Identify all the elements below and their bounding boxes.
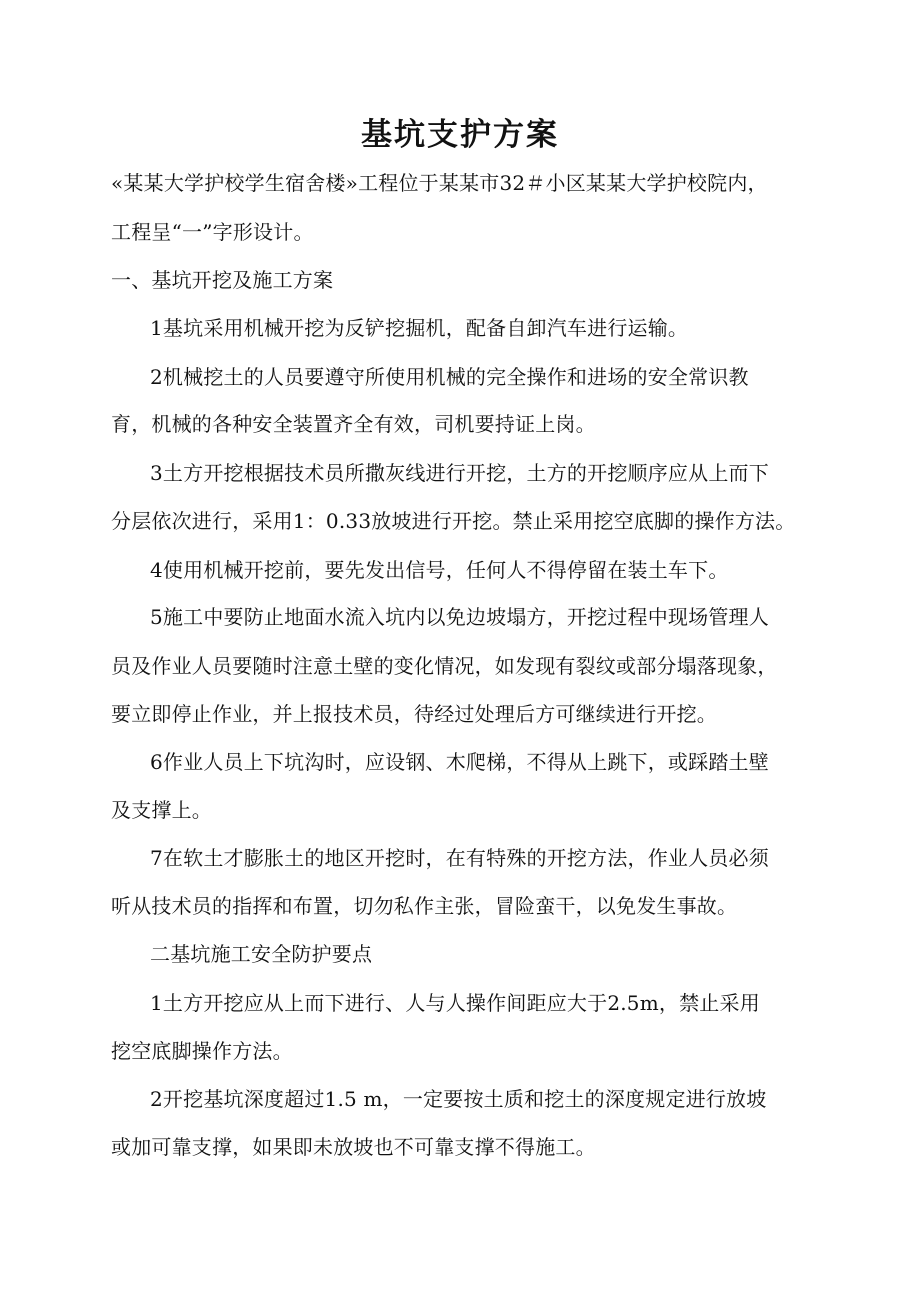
paragraph-5-line-2: 员及作业人员要随时注意土壁的变化情况，如发现有裂纹或部分塌落现象，	[111, 654, 778, 678]
paragraph-8-line-2: 挖空底脚操作方法。	[111, 1039, 293, 1063]
document-title: 基坑支护方案	[361, 117, 559, 153]
paragraph-3-line-2: 分层依次进行，采用1：0.33放坡进行开挖。禁止采用挖空底脚的操作方法。	[111, 509, 796, 533]
intro-line-1: «某某大学护校学生宿舍楼»工程位于某某市32＃小区某某大学护校院内，	[111, 171, 768, 195]
paragraph-9-line-1: 2开挖基坑深度超过1.5 m，一定要按土质和挖土的深度规定进行放坡	[150, 1087, 767, 1111]
paragraph-4-line-1: 4使用机械开挖前，要先发出信号，任何人不得停留在装土车下。	[150, 558, 729, 582]
paragraph-3-line-1: 3土方开挖根据技术员所撒灰线进行开挖，土方的开挖顺序应从上而下	[150, 461, 769, 485]
paragraph-1-line-1: 1基坑采用机械开挖为反铲挖掘机，配备自卸汽车进行运输。	[150, 316, 689, 340]
section-heading-1: 一、基坑开挖及施工方案	[111, 268, 334, 292]
paragraph-9-line-2: 或加可靠支撑，如果即未放坡也不可靠支撑不得施工。	[111, 1135, 596, 1159]
paragraph-2-line-1: 2机械挖土的人员要遵守所使用机械的完全操作和进场的安全常识教	[150, 365, 749, 389]
section-heading-2: 二基坑施工安全防护要点	[150, 942, 373, 966]
intro-line-2: 工程呈“一”字形设计。	[111, 220, 314, 244]
paragraph-6-line-1: 6作业人员上下坑沟时，应设钢、木爬梯，不得从上跳下，或踩踏土壁	[150, 750, 769, 774]
paragraph-5-line-3: 要立即停止作业，并上报技术员，待经过处理后方可继续进行开挖。	[111, 702, 717, 726]
paragraph-8-line-1: 1土方开挖应从上而下进行、人与人操作间距应大于2.5m，禁止采用	[150, 991, 760, 1015]
paragraph-2-line-2: 育，机械的各种安全装置齐全有效，司机要持证上岗。	[111, 412, 596, 436]
paragraph-7-line-2: 听从技术员的指挥和布置，切勿私作主张，冒险蛮干，以免发生事故。	[111, 894, 738, 918]
paragraph-6-line-2: 及支撑上。	[111, 798, 212, 822]
paragraph-7-line-1: 7在软土才膨胀土的地区开挖时，在有特殊的开挖方法，作业人员必须	[150, 846, 769, 870]
paragraph-5-line-1: 5施工中要防止地面水流入坑内以免边坡塌方，开挖过程中现场管理人	[150, 605, 769, 629]
